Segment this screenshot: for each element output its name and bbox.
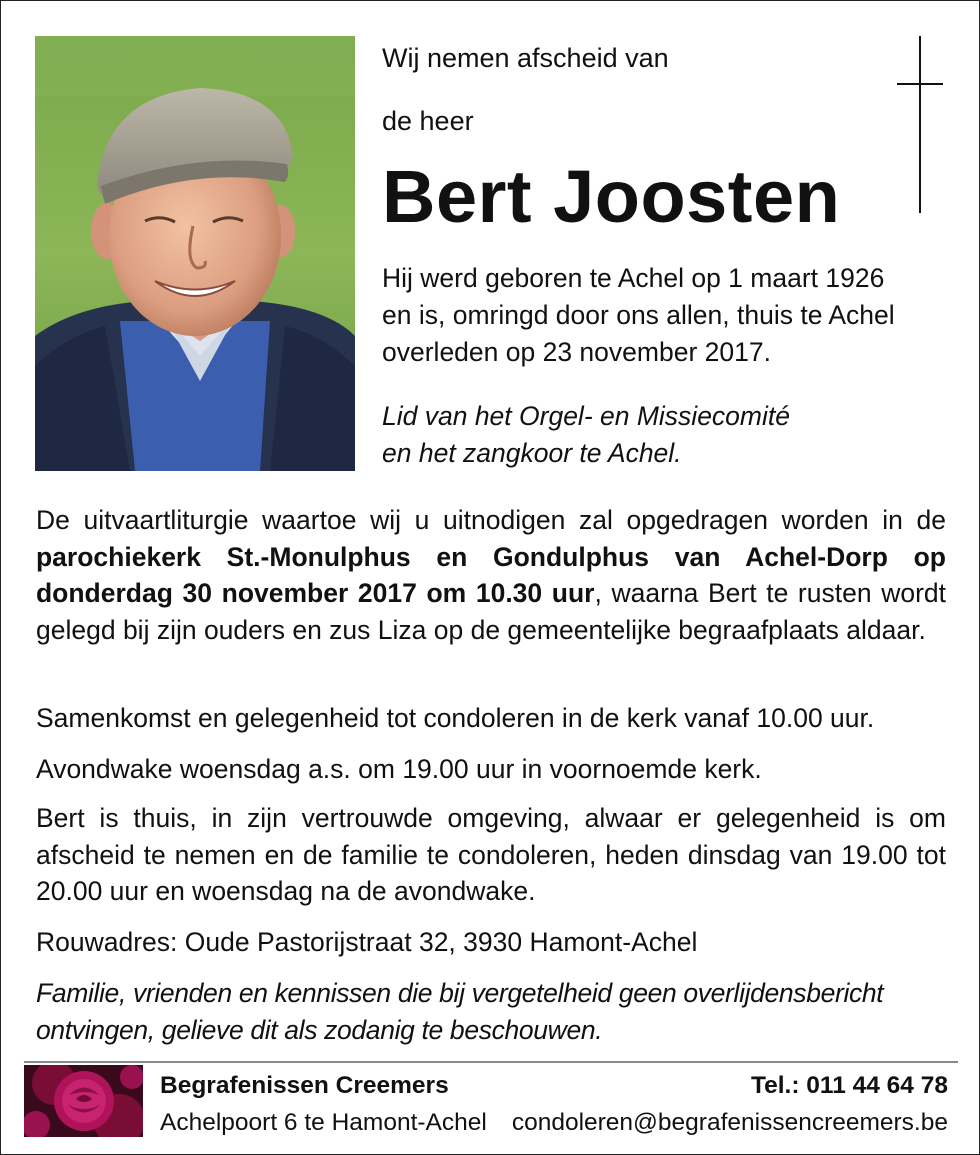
- bio-line-1: Hij werd geboren te Achel op 1 maart 1926: [382, 263, 885, 293]
- intro-line-2: de heer: [382, 106, 474, 136]
- membership-note: [382, 398, 947, 472]
- funeral-location-date: parochiekerk St.-Monulphus en Gondulphus van Achel-Dorp op donderdag 30 november 2017 om 10.30 uur: [36, 541, 946, 608]
- funeral-text-intro: De uitvaartliturgie waartoe wij u uitnodigen zal opgedragen worden in de: [36, 505, 946, 535]
- intro-line-1: Wij nemen afscheid van: [382, 43, 669, 73]
- notice-line-2: ontvingen, gelieve dit als zodanig te beschouwen.: [36, 1014, 603, 1045]
- home-visit-info: Bert is thuis, in zijn vertrouwde omgeving, alwaar er gelegenheid is om afscheid te nemen en de familie te condoleren, heden dinsdag van 19.00 tot 20.00 uur en woensdag na de avondwake.: [36, 803, 946, 906]
- membership-line-1: Lid van het Orgel- en Missiecomité: [382, 401, 790, 431]
- notice-line-1: Familie, vrienden en kennissen die bij vergetelheid geen overlijdensbericht: [36, 978, 884, 1008]
- membership-line-2: en het zangkoor te Achel.: [382, 438, 682, 468]
- notice: [36, 975, 946, 1048]
- funeral-home-email[interactable]: condoleren@begrafenissencreemers.be: [511, 1109, 948, 1136]
- funeral-service-paragraph: [36, 502, 946, 648]
- cross-icon: [894, 36, 946, 213]
- portrait-photo: [35, 36, 355, 471]
- footer-divider: [24, 1061, 958, 1063]
- mourning-address: Rouwadres: Oude Pastorijstraat 32, 3930 Hamont-Achel: [36, 927, 698, 957]
- funeral-home-name: Begrafenissen Creemers: [160, 1072, 449, 1099]
- biography: [382, 260, 947, 371]
- funeral-text-rest: , waarna Bert te rusten wordt gelegd bij zijn ouders en zus Liza op de gemeentelijke begraafplaats aldaar.: [36, 578, 946, 645]
- bio-line-2: en is, omringd door ons allen, thuis te Achel: [382, 300, 895, 330]
- funeral-home-phone: Tel.: 011 44 64 78: [750, 1072, 948, 1099]
- condolence-info: Samenkomst en gelegenheid tot condoleren in de kerk vanaf 10.00 uur.: [36, 703, 875, 733]
- rose-image: [24, 1065, 143, 1137]
- deceased-name: Bert Joosten: [382, 155, 841, 238]
- funeral-home-address: Achelpoort 6 te Hamont-Achel: [160, 1109, 487, 1136]
- vigil-info: Avondwake woensdag a.s. om 19.00 uur in voornoemde kerk.: [36, 754, 762, 784]
- bio-line-3: overleden op 23 november 2017.: [382, 337, 771, 367]
